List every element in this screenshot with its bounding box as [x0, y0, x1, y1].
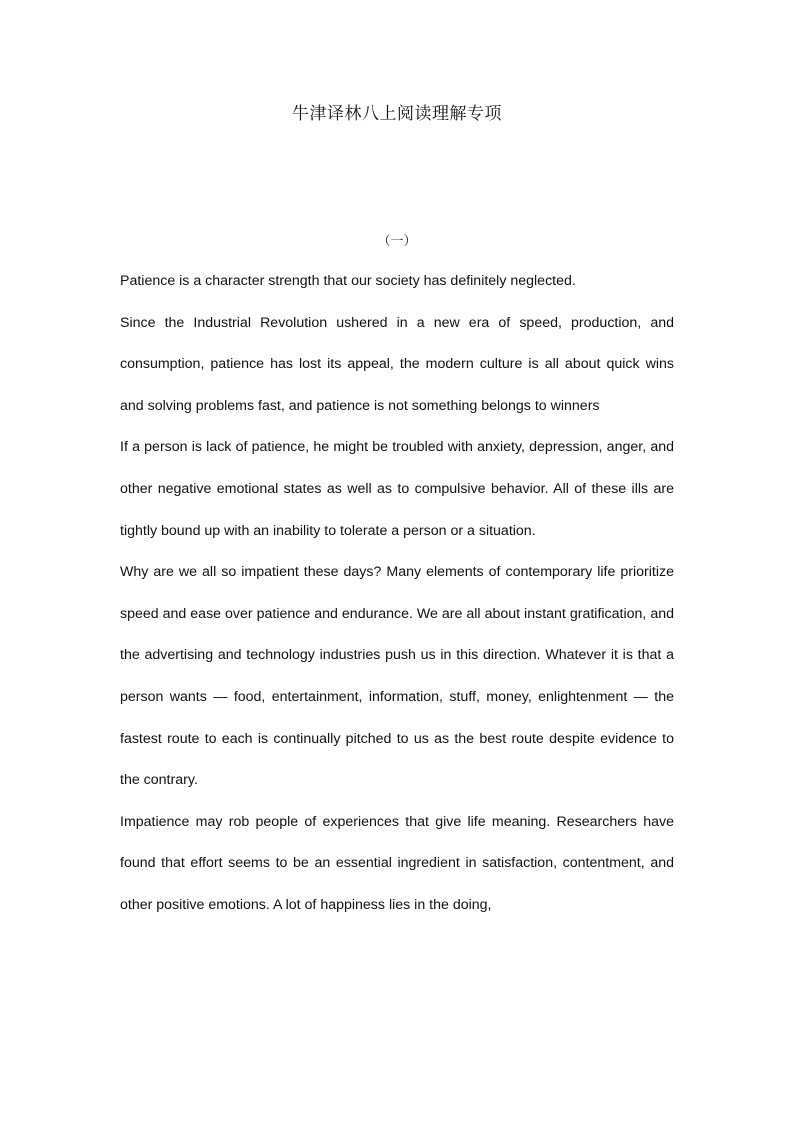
section-label: （一）: [377, 234, 417, 249]
paragraph-1: Patience is a character strength that our society has definitely neglected.: [120, 273, 576, 289]
paragraph-2: Since the Industrial Revolution ushered in a new era of speed, production, and consumption, patience has lost its appeal, the modern culture is all about quick wins and solving problems fast, and patience is not something belongs to winners: [120, 314, 674, 414]
paragraph-5: Impatience may rob people of experiences that give life meaning. Researchers have found that effort seems to be an essential ingredient in satisfaction, contentment, and other positive emotions. A lot of happiness lies in the doing,: [120, 813, 674, 913]
passage-body: [120, 261, 674, 927]
document-title: 牛津译林八上阅读理解专项: [292, 104, 502, 124]
paragraph-3: If a person is lack of patience, he might be troubled with anxiety, depression, anger, and other negative emotional states as well as to compulsive behavior. All of these ills are tightly bound up with an inability to tolerate a person or a situation.: [120, 439, 674, 539]
paragraph-4: Why are we all so impatient these days? Many elements of contemporary life prioritize speed and ease over patience and endurance. We are all about instant gratification, and the advertising and technology industries push us in this direction. Whatever it is that a person wants — food, entertainment, information, stuff, money, enlightenment — the fastest route to each is continually pitched to us as the best route despite evidence to the contrary.: [120, 564, 674, 789]
